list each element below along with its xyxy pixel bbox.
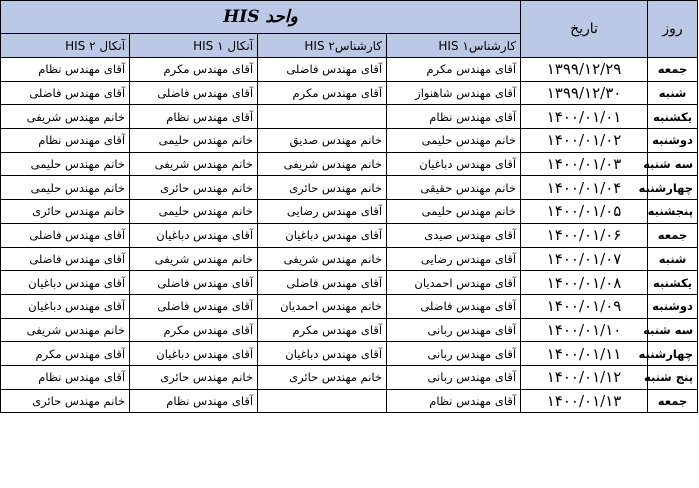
- expert1-cell: آقای مهندس ربانی: [387, 318, 521, 342]
- expert1-cell: آقای مهندس احمدیان: [387, 271, 521, 295]
- expert2-cell: [258, 389, 387, 413]
- expert1-cell: آقای مهندس ربانی: [387, 342, 521, 366]
- expert2-column-header: کارشناس۲ HIS: [258, 34, 387, 58]
- oncall2-cell: خانم مهندس حائری: [1, 200, 130, 224]
- oncall1-cell: آقای مهندس نظام: [130, 389, 258, 413]
- day-cell: شنبه: [648, 247, 698, 271]
- table-row: [1, 81, 698, 105]
- day-cell: سه شنبه: [648, 152, 698, 176]
- date-cell: ۱۳۹۹/۱۲/۳۰: [521, 81, 648, 105]
- oncall1-cell: آقای مهندس دباغیان: [130, 342, 258, 366]
- expert1-cell: آقای مهندس دباغیان: [387, 152, 521, 176]
- oncall2-cell: آقای مهندس دباغیان: [1, 271, 130, 295]
- table-row: [1, 58, 698, 82]
- expert1-cell: آقای مهندس شاهنواز: [387, 81, 521, 105]
- oncall1-cell: خانم مهندس حلیمی: [130, 200, 258, 224]
- expert1-cell: آقای مهندس ربانی: [387, 365, 521, 389]
- expert1-cell: آقای مهندس صیدی: [387, 223, 521, 247]
- oncall1-cell: خانم مهندس شریفی: [130, 247, 258, 271]
- expert1-column-header: کارشناس۱ HIS: [387, 34, 521, 58]
- oncall2-cell: آقای مهندس نظام: [1, 58, 130, 82]
- oncall2-cell: خانم مهندس حلیمی: [1, 176, 130, 200]
- day-cell: جمعه: [648, 389, 698, 413]
- oncall1-cell: آقای مهندس فاضلی: [130, 81, 258, 105]
- day-cell: چهارشنبه: [648, 342, 698, 366]
- expert2-cell: آقای مهندس مکرم: [258, 81, 387, 105]
- date-cell: ۱۳۹۹/۱۲/۲۹: [521, 58, 648, 82]
- day-cell: دوشنبه: [648, 294, 698, 318]
- expert1-cell: آقای مهندس مکرم: [387, 58, 521, 82]
- expert1-cell: خانم مهندس حلیمی: [387, 129, 521, 153]
- oncall2-cell: خانم مهندس حائری: [1, 389, 130, 413]
- day-cell: پنجشنبه: [648, 200, 698, 224]
- table-row: [1, 152, 698, 176]
- date-cell: ۱۴۰۰/۰۱/۰۸: [521, 271, 648, 295]
- expert2-cell: خانم مهندس شریفی: [258, 247, 387, 271]
- unit-title: واحد HIS: [1, 1, 521, 34]
- table-row: [1, 200, 698, 224]
- oncall2-cell: خانم مهندس شریفی: [1, 105, 130, 129]
- day-cell: یکشنبه: [648, 271, 698, 295]
- oncall2-cell: خانم مهندس شریفی: [1, 318, 130, 342]
- oncall2-cell: آقای مهندس فاضلی: [1, 81, 130, 105]
- date-cell: ۱۴۰۰/۰۱/۰۵: [521, 200, 648, 224]
- expert2-cell: [258, 105, 387, 129]
- table-row: [1, 176, 698, 200]
- table-row: [1, 271, 698, 295]
- oncall2-cell: آقای مهندس فاضلی: [1, 223, 130, 247]
- expert2-cell: خانم مهندس حائری: [258, 365, 387, 389]
- oncall1-cell: خانم مهندس حائری: [130, 365, 258, 389]
- oncall1-cell: آقای مهندس فاضلی: [130, 271, 258, 295]
- expert2-cell: آقای مهندس فاضلی: [258, 58, 387, 82]
- date-cell: ۱۴۰۰/۰۱/۰۱: [521, 105, 648, 129]
- oncall1-cell: خانم مهندس حلیمی: [130, 129, 258, 153]
- day-cell: یکشنبه: [648, 105, 698, 129]
- expert1-cell: آقای مهندس نظام: [387, 105, 521, 129]
- oncall1-cell: آقای مهندس نظام: [130, 105, 258, 129]
- table-row: [1, 223, 698, 247]
- expert2-cell: آقای مهندس دباغیان: [258, 223, 387, 247]
- oncall1-cell: آقای مهندس فاضلی: [130, 294, 258, 318]
- expert2-cell: آقای مهندس مکرم: [258, 318, 387, 342]
- table-row: [1, 247, 698, 271]
- date-cell: ۱۴۰۰/۰۱/۰۴: [521, 176, 648, 200]
- oncall2-cell: آقای مهندس نظام: [1, 129, 130, 153]
- expert2-cell: خانم مهندس احمدیان: [258, 294, 387, 318]
- expert1-cell: خانم مهندس حلیمی: [387, 200, 521, 224]
- date-cell: ۱۴۰۰/۰۱/۱۱: [521, 342, 648, 366]
- oncall2-cell: آقای مهندس مکرم: [1, 342, 130, 366]
- date-cell: ۱۴۰۰/۰۱/۱۲: [521, 365, 648, 389]
- expert1-cell: خانم مهندس حقیقی: [387, 176, 521, 200]
- date-cell: ۱۴۰۰/۰۱/۱۳: [521, 389, 648, 413]
- oncall1-cell: خانم مهندس شریفی: [130, 152, 258, 176]
- table-row: [1, 365, 698, 389]
- date-cell: ۱۴۰۰/۰۱/۱۰: [521, 318, 648, 342]
- oncall1-column-header: آنکال ۱ HIS: [130, 34, 258, 58]
- oncall2-cell: آقای مهندس دباغیان: [1, 294, 130, 318]
- expert2-cell: آقای مهندس فاضلی: [258, 271, 387, 295]
- expert2-cell: آقای مهندس دباغیان: [258, 342, 387, 366]
- oncall1-cell: آقای مهندس مکرم: [130, 58, 258, 82]
- oncall2-cell: آقای مهندس فاضلی: [1, 247, 130, 271]
- oncall1-cell: آقای مهندس مکرم: [130, 318, 258, 342]
- table-row: [1, 342, 698, 366]
- oncall1-cell: آقای مهندس دباغیان: [130, 223, 258, 247]
- date-cell: ۱۴۰۰/۰۱/۰۲: [521, 129, 648, 153]
- date-cell: ۱۴۰۰/۰۱/۰۷: [521, 247, 648, 271]
- day-cell: جمعه: [648, 58, 698, 82]
- day-cell: شنبه: [648, 81, 698, 105]
- expert1-cell: آقای مهندس نظام: [387, 389, 521, 413]
- oncall1-cell: خانم مهندس حائری: [130, 176, 258, 200]
- date-cell: ۱۴۰۰/۰۱/۰۳: [521, 152, 648, 176]
- expert1-cell: آقای مهندس رضایی: [387, 247, 521, 271]
- oncall2-column-header: آنکال ۲ HIS: [1, 34, 130, 58]
- date-cell: ۱۴۰۰/۰۱/۰۹: [521, 294, 648, 318]
- date-column-header: تاریخ: [521, 1, 648, 58]
- expert1-cell: آقای مهندس فاضلی: [387, 294, 521, 318]
- table-row: [1, 129, 698, 153]
- expert2-cell: آقای مهندس رضایی: [258, 200, 387, 224]
- day-cell: چهارشنبه: [648, 176, 698, 200]
- oncall2-cell: آقای مهندس نظام: [1, 365, 130, 389]
- day-column-header: روز: [648, 1, 698, 58]
- table-row: [1, 389, 698, 413]
- day-cell: دوشنبه: [648, 129, 698, 153]
- day-cell: جمعه: [648, 223, 698, 247]
- oncall2-cell: خانم مهندس حلیمی: [1, 152, 130, 176]
- date-cell: ۱۴۰۰/۰۱/۰۶: [521, 223, 648, 247]
- expert2-cell: خانم مهندس صدیق: [258, 129, 387, 153]
- table-row: [1, 294, 698, 318]
- expert2-cell: خانم مهندس حائری: [258, 176, 387, 200]
- expert2-cell: خانم مهندس شریفی: [258, 152, 387, 176]
- day-cell: سه شنبه: [648, 318, 698, 342]
- day-cell: پنج شنبه: [648, 365, 698, 389]
- table-row: [1, 318, 698, 342]
- table-row: [1, 105, 698, 129]
